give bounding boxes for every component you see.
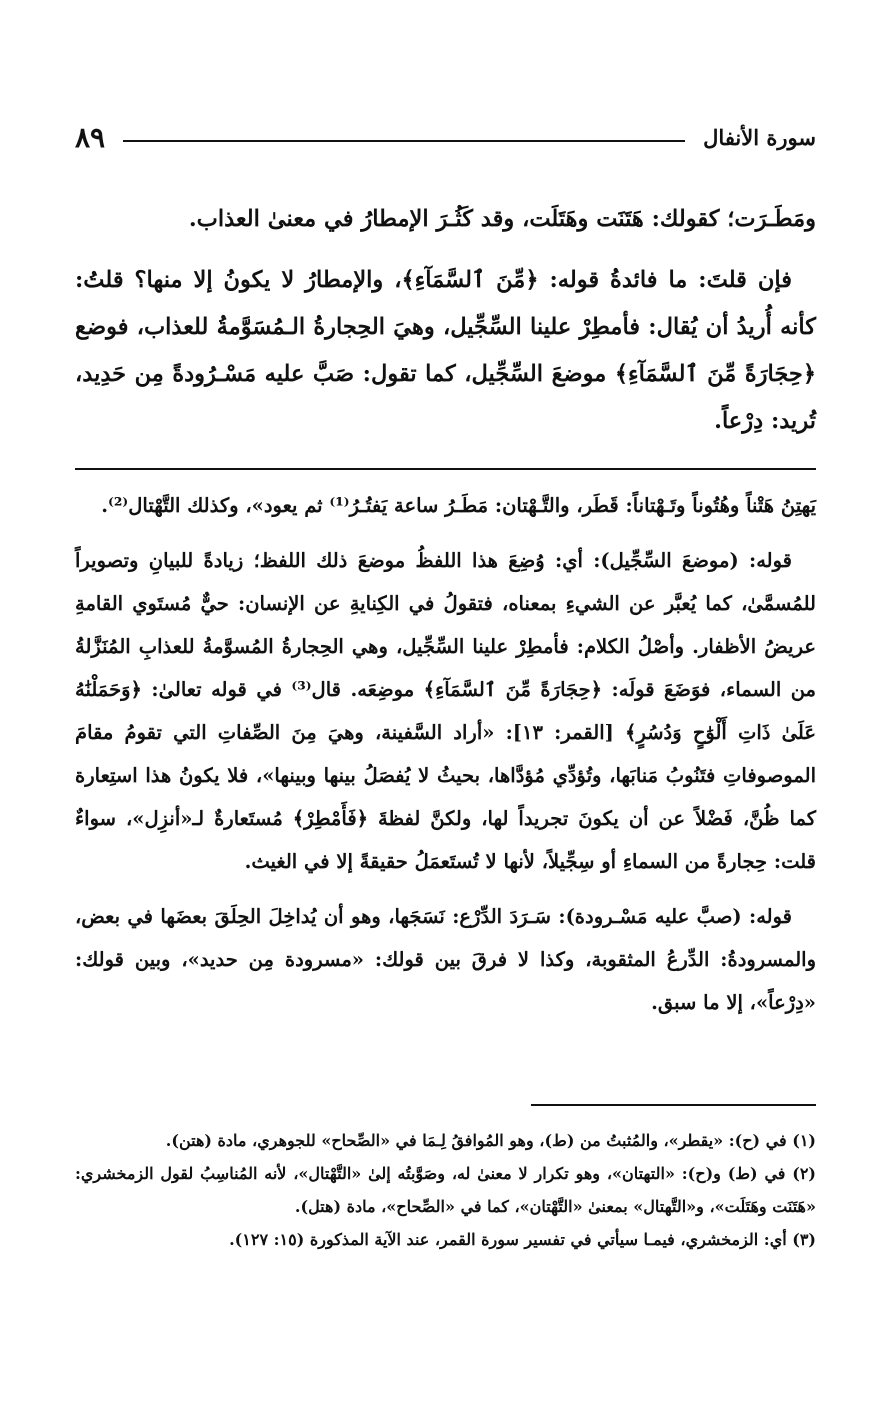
commentary: [75, 484, 816, 1024]
footnote: (٣) أي: الزمخشري، فيمـا سيأتي في تفسير سورة القمر، عند الآية المذكورة (١٥: ١٢٧).: [229, 1230, 816, 1249]
header-rule: [123, 140, 685, 142]
main-text: [75, 196, 816, 445]
commentary-divider: [75, 468, 816, 470]
commentary-paragraph: قوله: (صبَّ عليه مَسْـرودة): سَـرَدَ الدِّرْع: نَسَجَها، وهو أن يُداخِلَ الحِلَقَ بعضَها في بعض، والمسرودةُ: الدِّرعُ المثقوبة، وكذا لا فرقَ بين قولك: «مسرودة مِن حديد»، وبين قولك: «دِرْعاً»، إلا ما سبق.: [75, 905, 816, 1014]
footnote-divider: [531, 1104, 816, 1106]
running-title: سورة الأنفال: [703, 124, 816, 150]
footnote: (١) في (ح): «يقطر»، والمُثبتُ من (ط)، وهو المُوافقُ لِـمَا في «الصِّحاح» للجوهري، مادة (هتن).: [165, 1131, 816, 1150]
footnote: (٢) في (ط) و(ح): «التهتان»، وهو تكرار لا معنىٰ له، وصَوَّبتُه إلىٰ «التَّهْتال»، لأنه المُناسِبُ لقول الزمخشري: «هَتَنَت وهَتَلَت»، و«التَّهتال» بمعنىٰ «التَّهْتان»، كما في «الصِّحاح»، مادة (هتل).: [75, 1164, 816, 1216]
footnotes: [75, 1124, 816, 1256]
page-header: [75, 112, 816, 162]
commentary-paragraph: قوله: (موضعَ السِّجِّيل): أي: وُضِعَ هذا اللفظُ موضعَ ذلك اللفظ؛ زيادةً للبيانِ وتصويراً للمُسمَّىٰ، كما يُعبَّر عن الشيءِ بمعناه، فتقولُ في الكِنايةِ عن الإنسان: حيٌّ مُستَوي القامةِ عريضُ الأظفار. وأصْلُ الكلام: فأمطِرْ علينا السِّجِّيل، وهي الحِجارةُ المُسوَّمةُ للعذابِ المُنَزَّلةُ من السماء، فوَضَعَ قولَه: ﴿حِجَارَةً مِّنَ ٱلسَّمَآءِ﴾ موضِعَه. قال⁽³⁾ في قوله تعالىٰ: ﴿وَحَمَلْنَٰهُ عَلَىٰ ذَاتِ أَلْوَٰحٍ وَدُسُرٍ﴾ [القمر: ١٣]: «أراد السَّفينة، وهيَ مِنَ الصِّفاتِ التي تقومُ مقامَ الموصوفاتِ فتَنُوبُ مَنابَها، وتُؤدِّي مُؤدَّاها، بحيثُ لا يُفصَلُ بينها وبينها»، فلا يكونُ هذا استِعارة كما ظُنَّ، فَضْلاً عن أن يكونَ تجريداً لها، ولكنَّ لفظةَ ﴿فَأَمْطِرْ﴾ مُستَعارةٌ لـ«أنزِل»، سواءٌ قلت: حِجارةً من السماءِ أو سِجِّيلاً، لأنها لا تُستَعمَلُ حقيقةً إلا في الغيث.: [75, 549, 816, 873]
page-number: ٨٩: [75, 120, 106, 154]
main-paragraph: ومَطَـرَت؛ كقولك: هَتَنَت وهَتَلَت، وقد كَثُـرَ الإمطارُ في معنىٰ العذاب.: [188, 206, 816, 232]
main-paragraph: فإن قلتَ: ما فائدةُ قوله: ﴿مِّنَ ٱلسَّمَآءِ﴾، والإمطارُ لا يكونُ إلا منها؟ قلتُ: كأنه أُريدُ أن يُقال: فأمطِرْ علينا السِّجِّيل، وهيَ الحِجارةُ الـمُسَوَّمةُ للعذاب، فوضع ﴿حِجَارَةً مِّنَ ٱلسَّمَآءِ﴾ موضعَ السِّجِّيل، كما تقول: صَبَّ عليه مَسْـرُودةً مِن حَدِيد، تُريد: دِرْعاً.: [75, 267, 816, 434]
commentary-paragraph: يَهتِنُ هَتْناً وهُتُوناً وتَـهْتاناً: قَطَر، والتَّـهْتان: مَطَـرُ ساعة يَفتُـرُ⁽¹⁾ ثم يعود»، وكذلك التَّهْتال⁽²⁾.: [101, 494, 816, 517]
